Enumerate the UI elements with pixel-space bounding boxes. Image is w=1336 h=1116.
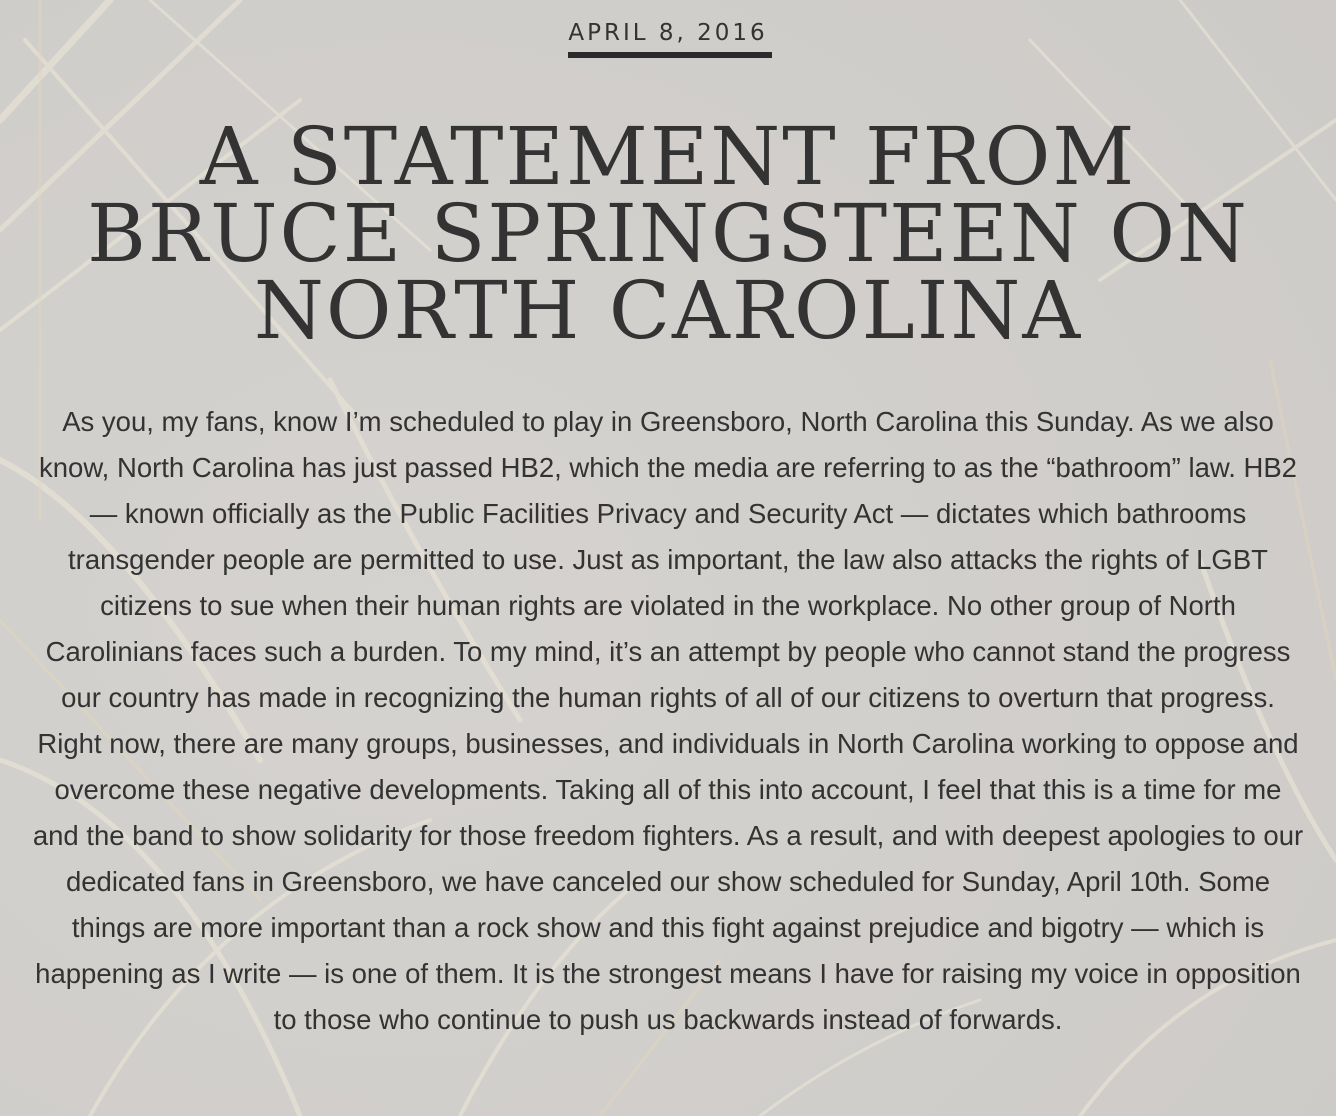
post-body: As you, my fans, know I’m scheduled to play in Greensboro, North Carolina this Sunday. As we also know, North Carolina has just passed HB2, which the media are referring to as the “bathroom” law. HB2 — known officially as the Public Facilities Privacy and Security Act — dictates which bathrooms transgender people are permitted to use. Just as important, the law also attacks the rights of LGBT citizens to sue when their human rights are violated in the workplace. No other group of North Carolinians faces such a burden. To my mind, it’s an attempt by people who cannot stand the progress our country has made in recognizing the human rights of all of our citizens to overturn that progress. Right now, there are many groups, businesses, and individuals in North Carolina working to oppose and overcome these negative developments. Taking all of this into account, I feel that this is a time for me and the band to show solidarity for those freedom fighters. As a result, and with deepest apologies to our dedicated fans in Greensboro, we have canceled our show scheduled for Sunday, April 10th. Some things are more important than a rock show and this fight against prejudice and bigotry — which is happening as I write — is one of them. It is the strongest means I have for raising my voice in opposition to those who continue to push us backwards instead of forwards. [32,406,1304,1035]
post-date: APRIL 8, 2016 [568,20,768,46]
post-title: A STATEMENT FROM BRUCE SPRINGSTEEN ON NORTH CAROLINA [87,110,1249,357]
date-underline [568,52,772,58]
